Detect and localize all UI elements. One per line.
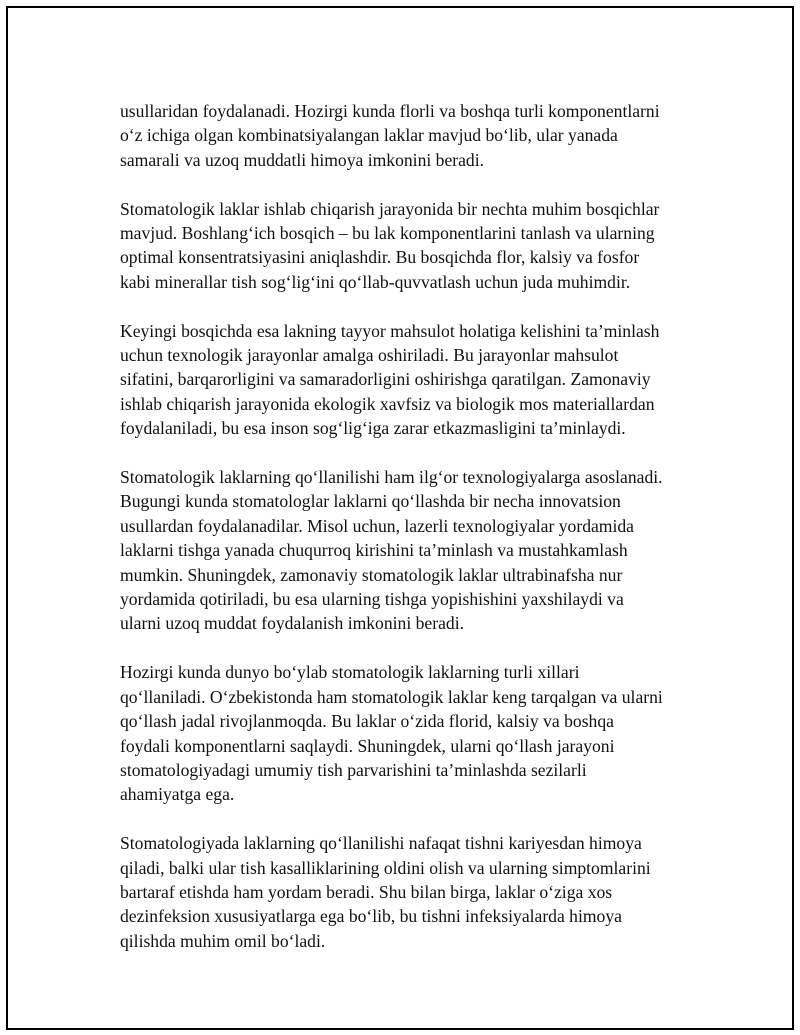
paragraph-1: usullaridan foydalanadi. Hozirgi kunda florli va boshqa turli komponentlarni o‘z ichiga olgan kombinatsiyalangan laklar mavjud bo‘lib, ular yanada samarali va uzoq muddatli himoya imkonini beradi. <box>120 101 660 170</box>
document-body <box>120 99 704 978</box>
paragraph-2: Stomatologik laklar ishlab chiqarish jarayonida bir nechta muhim bosqichlar mavjud. Boshlang‘ich bosqich – bu lak komponentlarini tanlash va ularning optimal konsentratsiyasini aniqlashdir. Bu bosqichda flor, kalsiy va fosfor kabi minerallar tish sog‘lig‘ini qo‘llab-quvvatlash uchun juda muhimdir. <box>120 198 660 292</box>
paragraph-6: Stomatologiyada laklarning qo‘llanilishi nafaqat tishni kariyesdan himoya qiladi, balki ular tish kasalliklarining oldini olish va ularning simptomlarini bartaraf etishda ham yordam beradi. Shu bilan birga, laklar o‘ziga xos dezinfeksion xususiyatlarga ega bo‘lib, bu tishni infeksiyalarda himoya qilishda muhim omil bo‘ladi. <box>120 833 651 951</box>
paragraph-5: Hozirgi kunda dunyo bo‘ylab stomatologik laklarning turli xillari qo‘llaniladi. O‘zbekistonda ham stomatologik laklar keng tarqalgan va ularni qo‘llash jadal rivojlanmoqda. Bu laklar o‘zida florid, kalsiy va boshqa foydali komponentlarni saqlaydi. Shuningdek, ularni qo‘llash jarayoni stomatologiyadagi umumiy tish parvarishini ta’minlashda sezilarli ahamiyatga ega. <box>120 662 663 805</box>
paragraph-4: Stomatologik laklarning qo‘llanilishi ham ilg‘or texnologiyalarga asoslanadi. Bugungi kunda stomatologlar laklarni qo‘llashda bir necha innovatsion usullardan foydalanadilar. Misol uchun, lazerli texnologiyalar yordamida laklarni tishga yanada chuqurroq kirishini ta’minlash va mustahkamlash mumkin. Shuningdek, zamonaviy stomatologik laklar ultrabinafsha nur yordamida qotiriladi, bu esa ularning tishga yopishishini yaxshilaydi va ularni uzoq muddat foydalanish imkonini beradi. <box>120 467 663 634</box>
paragraph-3: Keyingi bosqichda esa lakning tayyor mahsulot holatiga kelishini ta’minlash uchun texnologik jarayonlar amalga oshiriladi. Bu jarayonlar mahsulot sifatini, barqarorligini va samaradorligini oshirishga qaratilgan. Zamonaviy ishlab chiqarish jarayonida ekologik xavfsiz va biologik mos materiallardan foydalaniladi, bu esa inson sog‘lig‘iga zarar etkazmasligini ta’minlaydi. <box>120 320 660 439</box>
page-border-frame <box>6 6 794 1030</box>
